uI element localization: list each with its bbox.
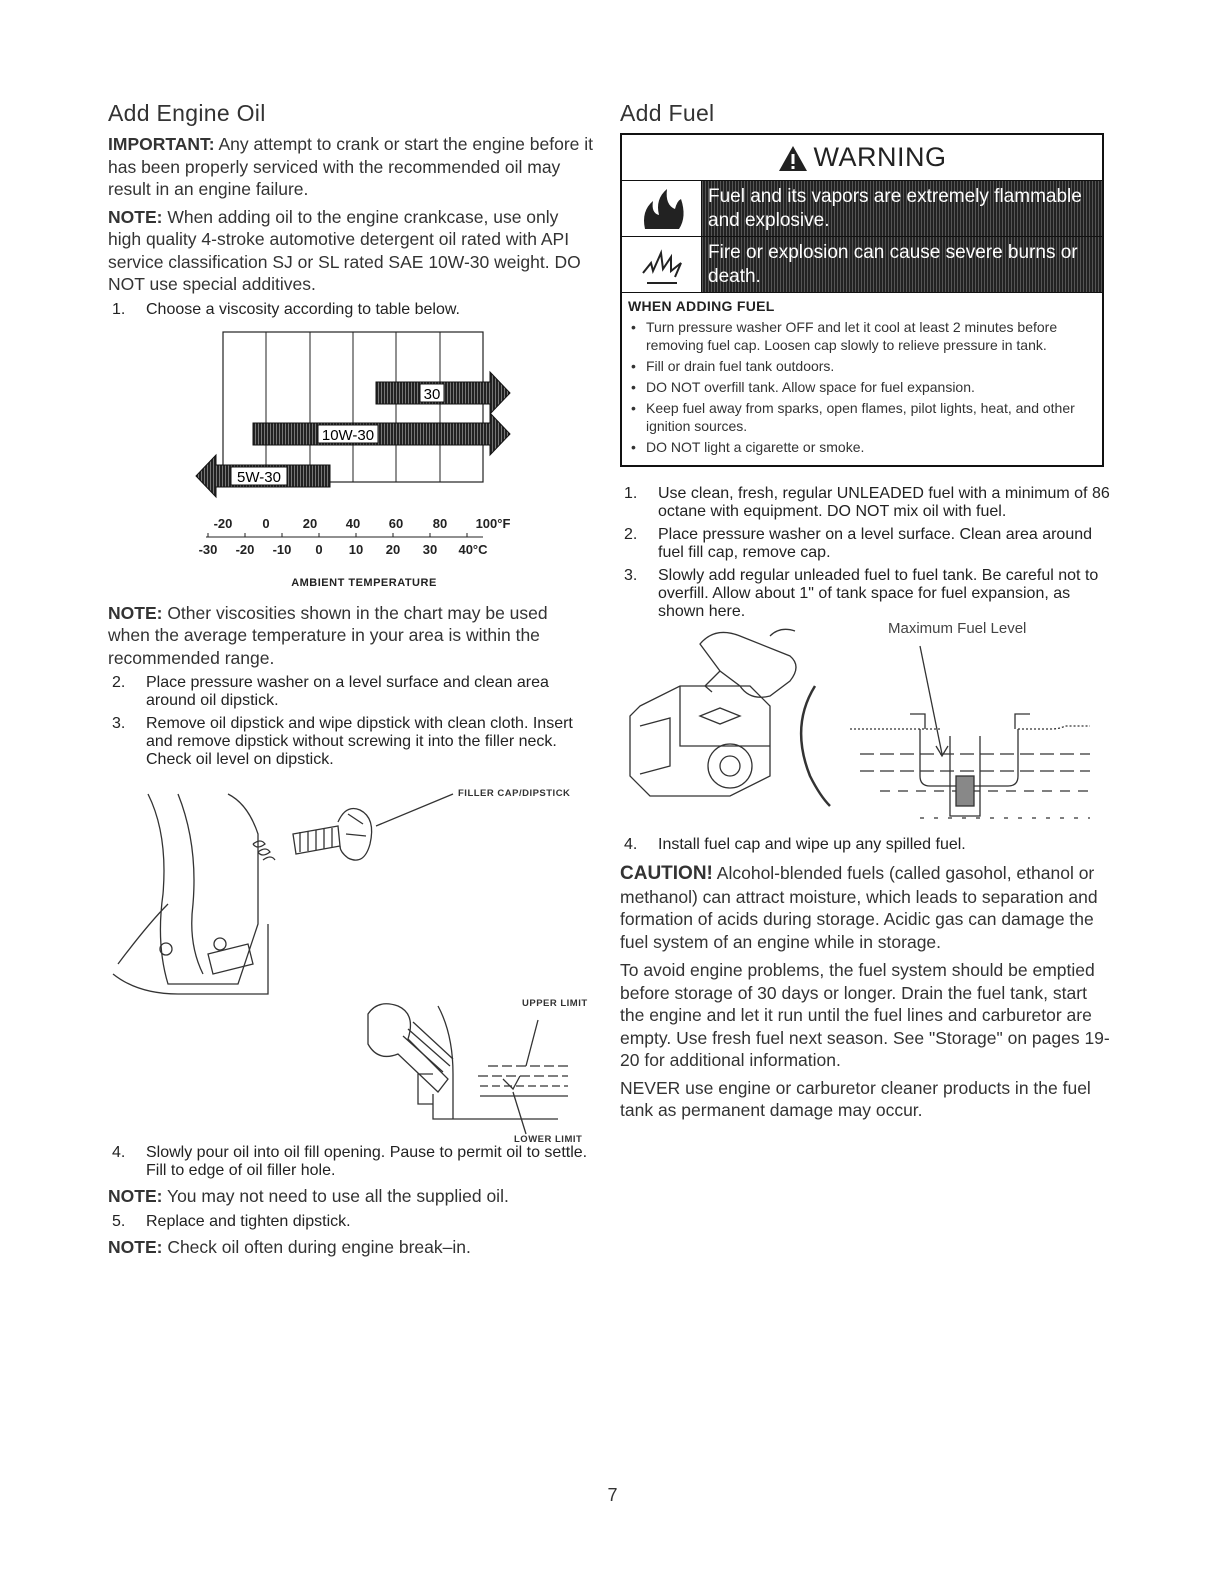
c-tick: 20 <box>385 541 401 557</box>
step-number: 2. <box>624 526 638 543</box>
fuel-illustration <box>620 620 1110 836</box>
step-4 <box>108 1144 594 1180</box>
step-4 <box>620 836 1110 854</box>
step-text: Place pressure washer on a level surface. Clean area around fuel fill cap, remove cap. <box>658 526 1093 561</box>
c-tick: -30 <box>198 541 218 557</box>
step-number: 3. <box>624 567 638 584</box>
filler-cap-label: FILLER CAP/DIPSTICK <box>458 788 571 799</box>
chart-caption: AMBIENT TEMPERATURE <box>291 576 437 589</box>
step-text: Install fuel cap and wipe up any spilled fuel. <box>658 836 966 853</box>
dipstick-illustration <box>108 774 594 1144</box>
caution-label: CAUTION! <box>620 863 713 884</box>
step-number: 2. <box>112 674 126 691</box>
step-text: Replace and tighten dipstick. <box>146 1212 351 1230</box>
important-label: IMPORTANT: <box>108 134 215 154</box>
f-tick: 60 <box>388 515 404 531</box>
step-number: 4. <box>112 1144 126 1161</box>
note-text: Check oil often during engine break–in. <box>162 1236 471 1257</box>
storage-paragraph: To avoid engine problems, the fuel system should be emptied before storage of 30 days or longer. Drain the fuel tank, start the engine and let it run until the fuel lines and carburetor are empty. Use fresh fuel next season. See "Storage" on pages 19-20 for additional information. <box>620 960 1110 1070</box>
dipstick-drawing <box>108 774 594 1144</box>
caution-paragraph <box>620 862 1110 953</box>
step-2 <box>108 674 594 710</box>
step-text: Use clean, fresh, regular UNLEADED fuel with a minimum of 86 octane with equipment. DO NOT mix oil with fuel. <box>658 485 1110 520</box>
c-tick: -10 <box>272 541 292 557</box>
never-paragraph: NEVER use engine or carburetor cleaner products in the fuel tank as permanent damage may occur. <box>620 1077 1091 1120</box>
warning-bullet: • DO NOT overfill tank. Allow space for fuel expansion. <box>628 378 1096 396</box>
warning-subheading: WHEN ADDING FUEL <box>628 298 775 314</box>
page-number: 7 <box>607 1485 618 1505</box>
c-tick: -20 <box>235 541 255 557</box>
step-number: 4. <box>624 836 638 853</box>
warning-title: WARNING <box>813 142 947 172</box>
hazard-row-explosion <box>622 237 1102 293</box>
add-engine-oil-section <box>108 100 594 1263</box>
explosion-icon <box>622 237 702 292</box>
note-label: NOTE: <box>108 1236 163 1257</box>
bar-10w-30 <box>253 413 510 455</box>
warning-bullet: • Keep fuel away from sparks, open flames, pilot lights, heat, and other ignition sources. <box>628 399 1096 435</box>
step-text: Choose a viscosity according to table below. <box>146 300 460 318</box>
warning-box <box>620 133 1104 467</box>
step-3 <box>108 715 594 769</box>
step-number: 5. <box>112 1212 126 1230</box>
warning-header <box>622 135 1102 181</box>
note-label: NOTE: <box>108 602 163 623</box>
bar-label-10w-30: 10W-30 <box>321 426 375 444</box>
warning-triangle-icon <box>778 144 808 172</box>
note-text: When adding oil to the engine crankcase, use only high quality 4-stroke automotive detergent oil rated with API service classification SJ or SL rated SAE 10W-30 weight. DO NOT use special additives. <box>108 206 581 294</box>
warning-body <box>622 293 1102 465</box>
note-label: NOTE: <box>108 1186 163 1206</box>
f-tick: -20 <box>213 515 233 531</box>
step-text: Remove oil dipstick and wipe dipstick with clean cloth. Insert and remove dipstick without screwing it into the filler neck. Check oil level on dipstick. <box>146 715 573 768</box>
maximum-fuel-level-label: Maximum Fuel Level <box>888 620 1027 637</box>
step-text: Slowly pour oil into oil fill opening. Pause to permit oil to settle. Fill to edge of oil filler hole. <box>146 1144 588 1179</box>
f-tick: 20 <box>302 515 318 531</box>
c-tick: 30 <box>422 541 438 557</box>
note-paragraph <box>108 1236 594 1259</box>
step-number: 3. <box>112 715 126 732</box>
f-tick: 0 <box>262 515 270 531</box>
f-tick: 80 <box>432 515 448 531</box>
note-label: NOTE: <box>108 206 163 227</box>
f-tick: 40 <box>345 515 361 531</box>
step-3 <box>620 567 1110 621</box>
viscosity-chart-graphic <box>108 324 594 592</box>
add-fuel-section <box>620 100 1110 1127</box>
caution-text: Alcohol-blended fuels (called gasohol, ethanol or methanol) can attract moisture, which leads to separation and formation of acids during storage. Acidic gas can damage the fuel system of an engine while in storage. <box>620 863 1098 952</box>
warning-bullet: • Fill or drain fuel tank outdoors. <box>628 357 1096 375</box>
section-heading: Add Engine Oil <box>108 100 266 126</box>
note-text: Other viscosities shown in the chart may be used when the average temperature in your area is within the recommended range. <box>108 602 548 668</box>
note-paragraph <box>108 206 594 296</box>
step-number: 1. <box>624 485 638 502</box>
upper-limit-label: UPPER LIMIT <box>522 998 588 1009</box>
step-2 <box>620 526 1110 562</box>
step-1 <box>620 485 1110 521</box>
important-text: Any attempt to crank or start the engine before it has been properly serviced with the recommended oil may result in an engine failure. <box>108 134 594 199</box>
note-text: You may not need to use all the supplied oil. <box>162 1186 509 1206</box>
bar-label-5w-30: 5W-30 <box>237 468 281 486</box>
note-paragraph <box>108 602 594 670</box>
warning-list <box>628 318 1096 456</box>
fire-icon <box>622 181 702 236</box>
step-text: Slowly add regular unleaded fuel to fuel tank. Be careful not to overfill. Allow about 1" of tank space for fuel expansion, as shown here. <box>658 567 1099 620</box>
step-5 <box>108 1213 594 1231</box>
bar-label-30: 30 <box>423 385 441 403</box>
lower-limit-label: LOWER LIMIT <box>514 1134 583 1145</box>
note-paragraph <box>108 1185 594 1208</box>
section-heading: Add Fuel <box>620 100 715 126</box>
viscosity-chart <box>108 324 594 592</box>
important-paragraph <box>108 133 594 201</box>
step-1 <box>108 301 594 319</box>
c-tick: 10 <box>348 541 364 557</box>
f-tick: 100°F <box>475 515 511 531</box>
hazard-text-flammable: Fuel and its vapors are extremely flammable and explosive. <box>702 181 1102 236</box>
celsius-ticks <box>208 533 467 537</box>
c-tick: 0 <box>315 541 323 557</box>
warning-bullet: • Turn pressure washer OFF and let it cool at least 2 minutes before removing fuel cap. Loosen cap slowly to relieve pressure in tank. <box>628 318 1096 354</box>
step-number: 1. <box>112 300 126 318</box>
fahrenheit-axis <box>214 516 511 531</box>
warning-bullet: • DO NOT light a cigarette or smoke. <box>628 438 1096 456</box>
chart-gridlines <box>266 332 440 482</box>
fuel-drawing <box>620 626 1110 836</box>
step-text: Place pressure washer on a level surface and clean area around oil dipstick. <box>146 674 549 709</box>
celsius-axis <box>199 542 489 557</box>
hazard-row-fire <box>622 181 1102 237</box>
hazard-text-burns: Fire or explosion can cause severe burns or death. <box>702 237 1102 292</box>
c-tick: 40°C <box>458 541 488 557</box>
